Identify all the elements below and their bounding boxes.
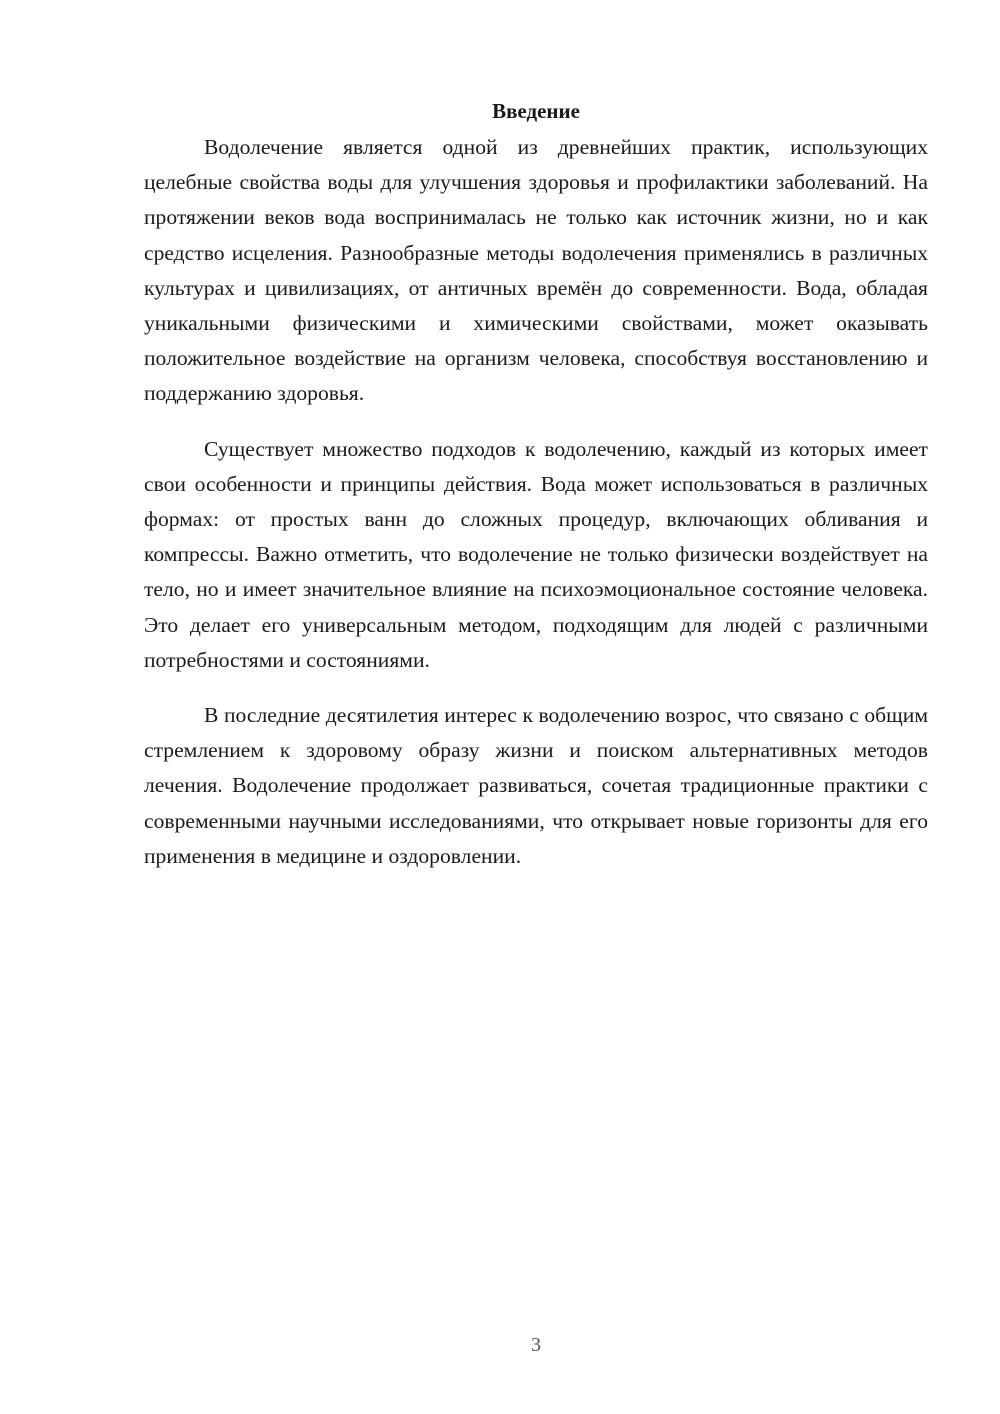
section-heading: Введение [492,99,580,123]
page-number: 3 [531,1334,541,1356]
paragraph-3: В последние десятилетия интерес к водолечению возрос, что связано с общим стремлением к здоровому образу жизни и поиском альтернативных методов лечения. Водолечение продолжает развиваться, сочетая традиционные практики с современными научными исследованиями, что открывает новые горизонты для его применения в медицине и оздоровлении. [144,703,928,868]
paragraph-2: Существует множество подходов к водолечению, каждый из которых имеет свои особенности и принципы действия. Вода может использоваться в различных формах: от простых ванн до сложных процедур, включающих обливания и компрессы. Важно отметить, что водолечение не только физически воздействует на тело, но и имеет значительное влияние на психоэмоциональное состояние человека. Это делает его универсальным методом, подходящим для людей с различными потребностями и состояниями. [144,436,928,672]
document-body [144,92,928,894]
paragraph-1: Водолечение является одной из древнейших практик, использующих целебные свойства воды для улучшения здоровья и профилактики заболеваний. На протяжении веков вода воспринималась не только как источник жизни, но и как средство исцеления. Разнообразные методы водолечения применялись в различных культурах и цивилизациях, от античных времён до современности. Вода, обладая уникальными физическими и химическими свойствами, может оказывать положительное воздействие на организм человека, способствуя восстановлению и поддержанию здоровья. [144,135,928,406]
